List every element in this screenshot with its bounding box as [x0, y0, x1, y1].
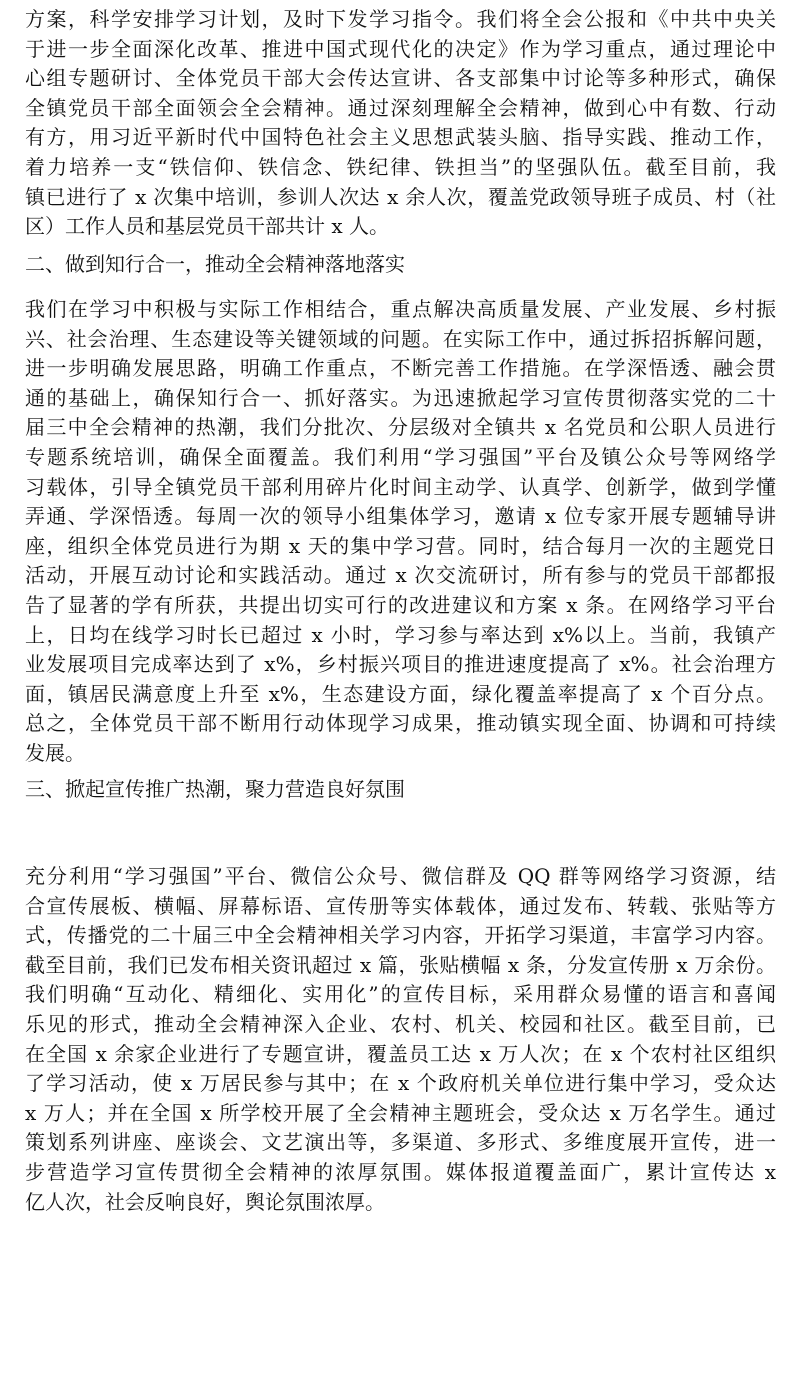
paragraph-line: 了学习活动，使 x 万居民参与其中；在 x 个政府机关单位进行集中学习，受众达: [25, 1071, 776, 1096]
paragraph-line: 业发展项目完成率达到了 x%，乡村振兴项目的推进速度提高了 x%。社会治理方: [25, 652, 776, 677]
paragraph-line: 方案，科学安排学习计划，及时下发学习指令。我们将全会公报和《中共中央关: [25, 7, 776, 31]
paragraph-line: 上，日均在线学习时长已超过 x 小时，学习参与率达到 x%以上。当前，我镇产: [25, 622, 776, 647]
paragraph-line: 面，镇居民满意度上升至 x%，生态建设方面，绿化覆盖率提高了 x 个百分点。: [25, 681, 776, 706]
paragraph-line: 兴、社会治理、生态建设等关键领域的问题。在实际工作中，通过拆招拆解问题，: [25, 326, 776, 351]
paragraph-line: 我们在学习中积极与实际工作相结合，重点解决高质量发展、产业发展、乡村振: [25, 297, 776, 321]
paragraph-line: 届三中全会精神的热潮，我们分批次、分层级对全镇共 x 名党员和公职人员进行: [25, 415, 776, 440]
paragraph-line: 步营造学习宣传贯彻全会精神的浓厚氛围。媒体报道覆盖面广，累计宣传达 x: [25, 1159, 776, 1184]
paragraph-line: 习载体，引导全镇党员干部利用碎片化时间主动学、认真学、创新学，做到学懂: [25, 474, 776, 499]
paragraph-line: 活动，开展互动讨论和实践活动。通过 x 次交流研讨，所有参与的党员干部都报: [25, 563, 776, 588]
section-heading-3: 三、掀起宣传推广热潮，聚力营造良好氛围: [25, 777, 405, 801]
paragraph-line: 乐见的形式，推动全会精神深入企业、农村、机关、校园和社区。截至目前，已: [25, 1011, 776, 1036]
paragraph-line: 区）工作人员和基层党员干部共计 x 人。: [25, 214, 389, 239]
paragraph-line: 全镇党员干部全面领会全会精神。通过深刻理解全会精神，做到心中有数、行动: [25, 95, 776, 120]
paragraph-line: 亿人次，社会反响良好，舆论氛围浓厚。: [25, 1189, 385, 1214]
section-heading-2: 二、做到知行合一，推动全会精神落地落实: [25, 252, 405, 276]
paragraph-line: 弄通、学深悟透。每周一次的领导小组集体学习，邀请 x 位专家开展专题辅导讲: [25, 504, 776, 529]
paragraph-line: 于进一步全面深化改革、推进中国式现代化的决定》作为学习重点，通过理论中: [25, 36, 776, 61]
paragraph-line: 心组专题研讨、全体党员干部大会传达宣讲、各支部集中讨论等多种形式，确保: [25, 66, 776, 91]
paragraph-line: 合宣传展板、横幅、屏幕标语、宣传册等实体载体，通过发布、转载、张贴等方: [25, 893, 776, 918]
paragraph-line: 通的基础上，确保知行合一、抓好落实。为迅速掀起学习宣传贯彻落实党的二十: [25, 385, 776, 410]
paragraph-line: 发展。: [25, 740, 85, 765]
paragraph-line: 镇已进行了 x 次集中培训，参训人次达 x 余人次，覆盖党政领导班子成员、村（社: [25, 184, 776, 209]
paragraph-2: [25, 295, 776, 769]
paragraph-line: 总之，全体党员干部不断用行动体现学习成果，推动镇实现全面、协调和可持续: [25, 711, 776, 736]
paragraph-line: 我们明确“互动化、精细化、实用化”的宣传目标，采用群众易懂的语言和喜闻: [25, 982, 776, 1007]
paragraph-line: 截至目前，我们已发布相关资讯超过 x 篇，张贴横幅 x 条，分发宣传册 x 万余份。: [25, 952, 776, 977]
paragraph-line: 座，组织全体党员进行为期 x 天的集中学习营。同时，结合每月一次的主题党日: [25, 533, 776, 558]
paragraph-line: 充分利用“学习强国”平台、微信公众号、微信群及 QQ 群等网络学习资源，结: [25, 864, 776, 888]
paragraph-line: 有方，用习近平新时代中国特色社会主义思想武装头脑、指导实践、推动工作，: [25, 125, 776, 150]
paragraph-line: 告了显著的学有所获，共提出切实可行的改进建议和方案 x 条。在网络学习平台: [25, 592, 776, 617]
paragraph-line: 式，传播党的二十届三中全会精神相关学习内容，开拓学习渠道，丰富学习内容。: [25, 923, 776, 948]
paragraph-1: [25, 5, 776, 242]
paragraph-line: 在全国 x 余家企业进行了专题宣讲，覆盖员工达 x 万人次；在 x 个农村社区组织: [25, 1041, 776, 1066]
paragraph-line: 着力培养一支“铁信仰、铁信念、铁纪律、铁担当”的坚强队伍。截至目前，我: [25, 154, 776, 179]
paragraph-line: x 万人；并在全国 x 所学校开展了全会精神主题班会，受众达 x 万名学生。通过: [25, 1100, 776, 1125]
paragraph-3: [25, 862, 776, 1217]
paragraph-line: 进一步明确发展思路，明确工作重点，不断完善工作措施。在学深悟透、融会贯: [25, 356, 776, 381]
paragraph-line: 策划系列讲座、座谈会、文艺演出等，多渠道、多形式、多维度展开宣传，进一: [25, 1130, 776, 1155]
paragraph-line: 专题系统培训，确保全面覆盖。我们利用“学习强国”平台及镇公众号等网络学: [25, 444, 776, 469]
